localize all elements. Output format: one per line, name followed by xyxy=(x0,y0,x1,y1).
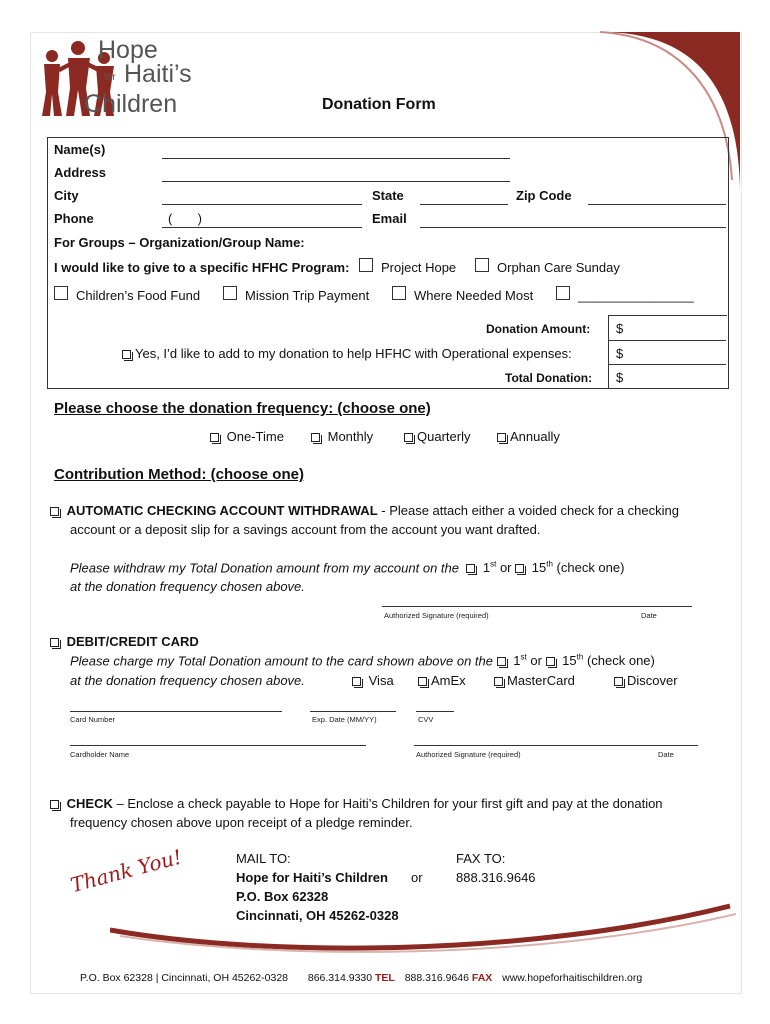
auto-withdrawal-option[interactable]: AUTOMATIC CHECKING ACCOUNT WITHDRAWAL - Please attach either a voided check for a checking xyxy=(50,503,679,518)
auto-15th-checkbox[interactable] xyxy=(515,564,524,573)
total-donation-label: Total Donation: xyxy=(505,371,593,385)
program-food-fund: Children’s Food Fund xyxy=(76,288,201,303)
checkbox-other-program[interactable] xyxy=(556,286,570,300)
auto-date-line: Please withdraw my Total Donation amount from my account on the 1st or 15th (check one) xyxy=(70,560,625,576)
email-label: Email xyxy=(372,211,407,226)
zip-field[interactable] xyxy=(588,204,726,205)
card-1st-checkbox[interactable] xyxy=(497,657,506,666)
auto-signature-label: Authorized Signature (required) xyxy=(384,611,489,620)
card-frequency-text: at the donation frequency chosen above. xyxy=(70,673,305,688)
bottom-swoosh xyxy=(110,900,740,960)
donation-amount-label: Donation Amount: xyxy=(486,322,591,336)
card-mastercard[interactable]: MasterCard xyxy=(494,673,575,688)
cvv-line[interactable] xyxy=(416,711,454,712)
auto-signature-line[interactable] xyxy=(382,606,692,607)
email-field[interactable] xyxy=(420,227,726,228)
check-text: frequency chosen above upon receipt of a pledge reminder. xyxy=(70,815,413,830)
amount-row-divider-2 xyxy=(608,364,726,365)
page-title: Donation Form xyxy=(322,96,436,113)
card-amex[interactable]: AmEx xyxy=(418,673,466,688)
card-number-line[interactable] xyxy=(70,711,282,712)
auto-1st-checkbox[interactable] xyxy=(466,564,475,573)
operational-label: Yes, I’d like to add to my donation to help HFHC with Operational expenses: xyxy=(122,346,572,361)
logo-text-haitis: Haiti’s xyxy=(124,60,192,88)
city-label: City xyxy=(54,188,79,203)
program-mission-trip: Mission Trip Payment xyxy=(245,288,370,303)
program-project-hope: Project Hope xyxy=(381,260,457,275)
exp-date-line[interactable] xyxy=(310,711,396,712)
mail-name: Hope for Haiti’s Children xyxy=(236,870,388,885)
program-orphan-care: Orphan Care Sunday xyxy=(497,260,620,275)
card-number-label: Card Number xyxy=(70,715,116,724)
footer-tel-label: TEL xyxy=(375,972,395,984)
freq-one-time[interactable]: One-Time xyxy=(210,429,284,444)
frequency-heading: Please choose the donation frequency: (choose one) xyxy=(54,400,431,417)
card-15th-checkbox[interactable] xyxy=(546,657,555,666)
checkbox-mission-trip[interactable] xyxy=(223,286,237,300)
freq-monthly[interactable]: Monthly xyxy=(311,429,373,444)
card-signature-line[interactable] xyxy=(414,745,698,746)
exp-date-label: Exp. Date (MM/YY) xyxy=(312,715,377,724)
card-date-label: Date xyxy=(658,750,674,759)
checkbox-project-hope[interactable] xyxy=(359,258,373,272)
mail-box: P.O. Box 62328 xyxy=(236,889,329,904)
operational-checkbox[interactable] xyxy=(122,350,131,359)
card-visa[interactable]: Visa xyxy=(352,673,394,688)
logo xyxy=(38,38,218,128)
total-donation-input[interactable]: $ xyxy=(616,370,624,385)
freq-annually[interactable]: Annually xyxy=(497,429,560,444)
groups-label: For Groups – Organization/Group Name: xyxy=(54,235,305,250)
contribution-heading: Contribution Method: (choose one) xyxy=(54,466,304,483)
footer-website[interactable]: www.hopeforhaitischildren.org xyxy=(502,972,643,984)
names-label: Name(s) xyxy=(54,142,106,157)
or-text: or xyxy=(411,870,423,885)
logo-text-children: Children xyxy=(84,90,178,118)
address-field[interactable] xyxy=(162,181,510,182)
phone-label: Phone xyxy=(54,211,94,226)
program-other-blank[interactable]: ________________ xyxy=(578,288,694,303)
city-field[interactable] xyxy=(162,204,362,205)
program-where-needed: Where Needed Most xyxy=(414,288,534,303)
footer-fax-label: FAX xyxy=(471,972,493,984)
fax-number: 888.316.9646 xyxy=(456,870,536,885)
phone-field[interactable] xyxy=(162,227,362,228)
program-label: I would like to give to a specific HFHC Program: xyxy=(54,260,350,275)
zip-label: Zip Code xyxy=(516,188,572,203)
mail-city: Cincinnati, OH 45262-0328 xyxy=(236,908,399,923)
state-field[interactable] xyxy=(420,204,508,205)
mail-to-label: MAIL TO: xyxy=(236,851,291,866)
logo-text-for: for xyxy=(104,72,116,83)
operational-amount-input[interactable]: $ xyxy=(616,346,624,361)
checkbox-food-fund[interactable] xyxy=(54,286,68,300)
auto-withdrawal-text: account or a deposit slip for a savings account from the account you want drafted. xyxy=(70,522,541,537)
card-date-line: Please charge my Total Donation amount to the card shown above on the 1st or 15th (check one) xyxy=(70,653,655,669)
logo-text-hope: Hope xyxy=(98,36,158,64)
cardholder-line[interactable] xyxy=(70,745,366,746)
auto-date-label: Date xyxy=(641,611,657,620)
phone-area-code: ( ) xyxy=(168,211,202,226)
freq-quarterly[interactable]: Quarterly xyxy=(404,429,470,444)
amount-grid xyxy=(608,315,727,388)
cvv-label: CVV xyxy=(418,715,434,724)
thank-you-script: Thank You! xyxy=(68,844,185,898)
card-signature-label: Authorized Signature (required) xyxy=(416,750,521,759)
names-field[interactable] xyxy=(162,158,510,159)
auto-frequency-text: at the donation frequency chosen above. xyxy=(70,579,305,594)
footer-fax-number: 888.316.9646 xyxy=(404,972,469,984)
amount-row-divider-1 xyxy=(608,340,726,341)
donation-amount-input[interactable]: $ xyxy=(616,321,624,336)
checkbox-orphan-care[interactable] xyxy=(475,258,489,272)
state-label: State xyxy=(372,188,404,203)
card-option[interactable]: DEBIT/CREDIT CARD xyxy=(50,634,199,649)
footer-address: P.O. Box 62328 | Cincinnati, OH 45262-0328 xyxy=(80,972,289,984)
check-option[interactable]: CHECK – Enclose a check payable to Hope for Haiti’s Children for your first gift and pay at the donation xyxy=(50,796,663,811)
checkbox-where-needed[interactable] xyxy=(392,286,406,300)
card-discover[interactable]: Discover xyxy=(614,673,678,688)
cardholder-label: Cardholder Name xyxy=(70,750,130,759)
address-label: Address xyxy=(54,165,107,180)
footer xyxy=(80,972,642,984)
fax-to-label: FAX TO: xyxy=(456,851,506,866)
footer-tel-number: 866.314.9330 xyxy=(307,972,373,984)
